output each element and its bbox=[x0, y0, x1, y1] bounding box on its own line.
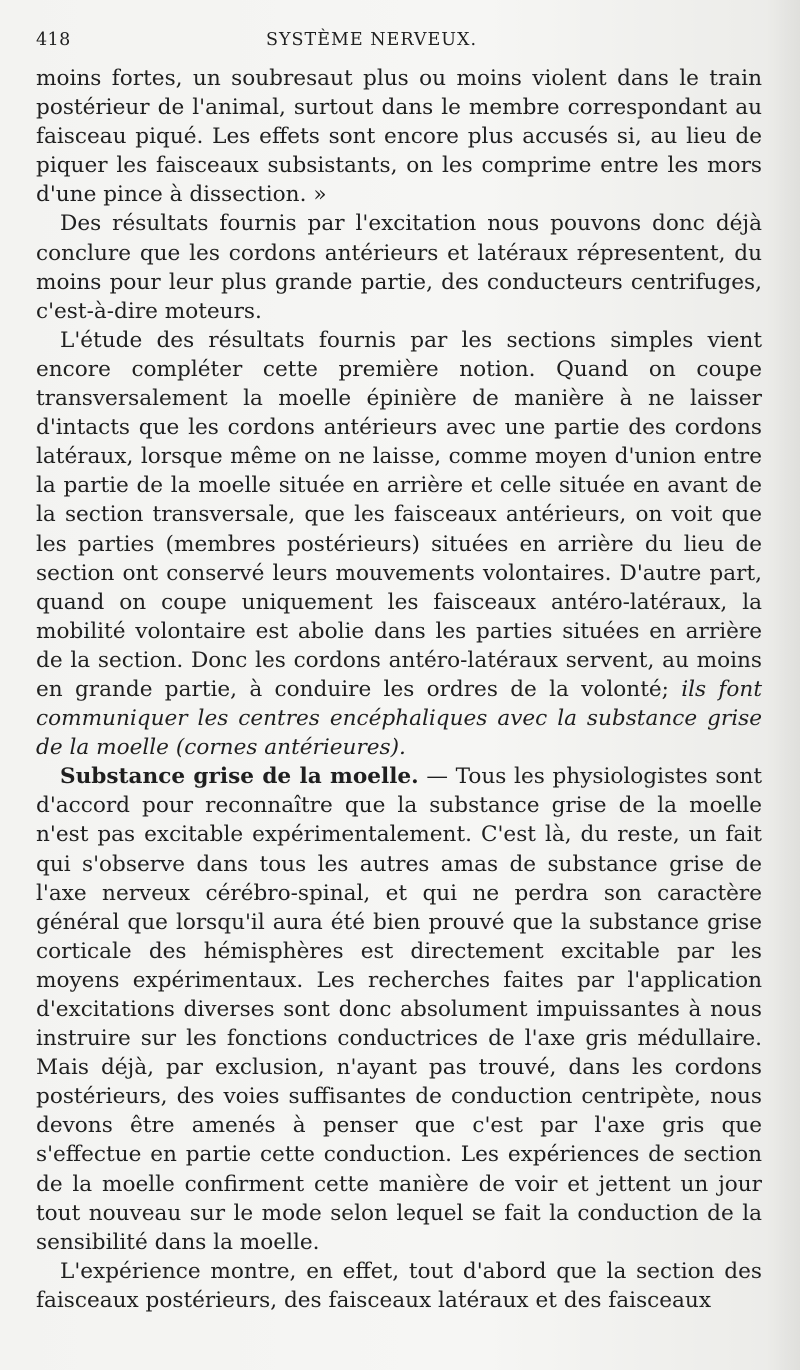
paragraph-experience: L'expérience montre, en effet, tout d'abord que la section des faisceaux postérieurs, des faisceaux latéraux et des faisceaux bbox=[36, 1258, 762, 1313]
running-header bbox=[36, 30, 762, 64]
paragraph-grey-matter-text: — Tous les physiologistes sont d'accord pour reconnaître que la substance grise de la moelle n'est pas excitable expérimentalement. C'est là, du reste, un fait qui s'observe dans tous les autres amas de substance grise de l'axe nerveux cérébro-spinal, et qui ne perdra son caractère général que lorsqu'il aura été bien prouvé que la substance grise corticale des hémisphères est directement excitable par les moyens expérimentaux. Les recherches faites par l'application d'excitations diverses sont donc absolument impuissantes à nous instruire sur les fonctions conductrices de l'axe gris médullaire. Mais déjà, par exclusion, n'ayant pas trouvé, dans les cordons postérieurs, des voies suffisantes de conduction centripète, nous devons être amenés à penser que c'est par l'axe gris que s'effectue en partie cette conduction. Les expériences de section de la moelle confirment cette manière de voir et jettent un jour tout nouveau sur le mode selon lequel se fait la conduction de la sensibilité dans la moelle. bbox=[36, 764, 762, 1255]
paragraph-sections bbox=[36, 326, 762, 762]
section-heading: Substance grise de la moelle. bbox=[60, 764, 419, 790]
paragraph-sections-text: L'étude des résultats fournis par les sections simples vient encore compléter cette première notion. Quand on coupe transversalement la moelle épinière de manière à ne laisser d'intacts que les cordons antérieurs avec une partie des cordons latéraux, lorsque même on ne laisse, comme moyen d'union entre la partie de la moelle située en arrière et celle située en avant de la section transversale, que les faisceaux antérieurs, on voit que les parties (membres postérieurs) situées en arrière du lieu de section ont conservé leurs mouvements volontaires. D'autre part, quand on coupe uniquement les faisceaux antéro-latéraux, la mobilité volontaire est abolie dans les parties situées en arrière de la section. Donc les cordons antéro-latéraux servent, au moins en grande partie, à conduire les ordres de la volonté; bbox=[36, 327, 762, 702]
body-text bbox=[36, 64, 762, 1315]
page-number: 418 bbox=[36, 30, 71, 50]
paragraph-grey-matter bbox=[36, 762, 762, 1257]
paragraph-conclusion: Des résultats fournis par l'excitation nous pouvons donc déjà conclure que les cordons antérieurs et latéraux répresentent, du moins pour leur plus grande partie, des conducteurs centrifuges, c'est-à-dire moteurs. bbox=[36, 211, 762, 324]
running-title: SYSTÈME NERVEUX. bbox=[266, 30, 478, 50]
paragraph-continuation: moins fortes, un soubresaut plus ou moins violent dans le train postérieur de l'animal, surtout dans le membre correspondant au faisceau piqué. Les effets sont encore plus accusés si, au lieu de piquer les faisceaux subsistants, on les comprime entre les mors d'une pince à dissection. » bbox=[36, 66, 762, 208]
paragraph-sections-italic: ils font communiquer les centres encéphaliques avec la substance grise de la moelle (cornes antérieures). bbox=[36, 676, 762, 761]
